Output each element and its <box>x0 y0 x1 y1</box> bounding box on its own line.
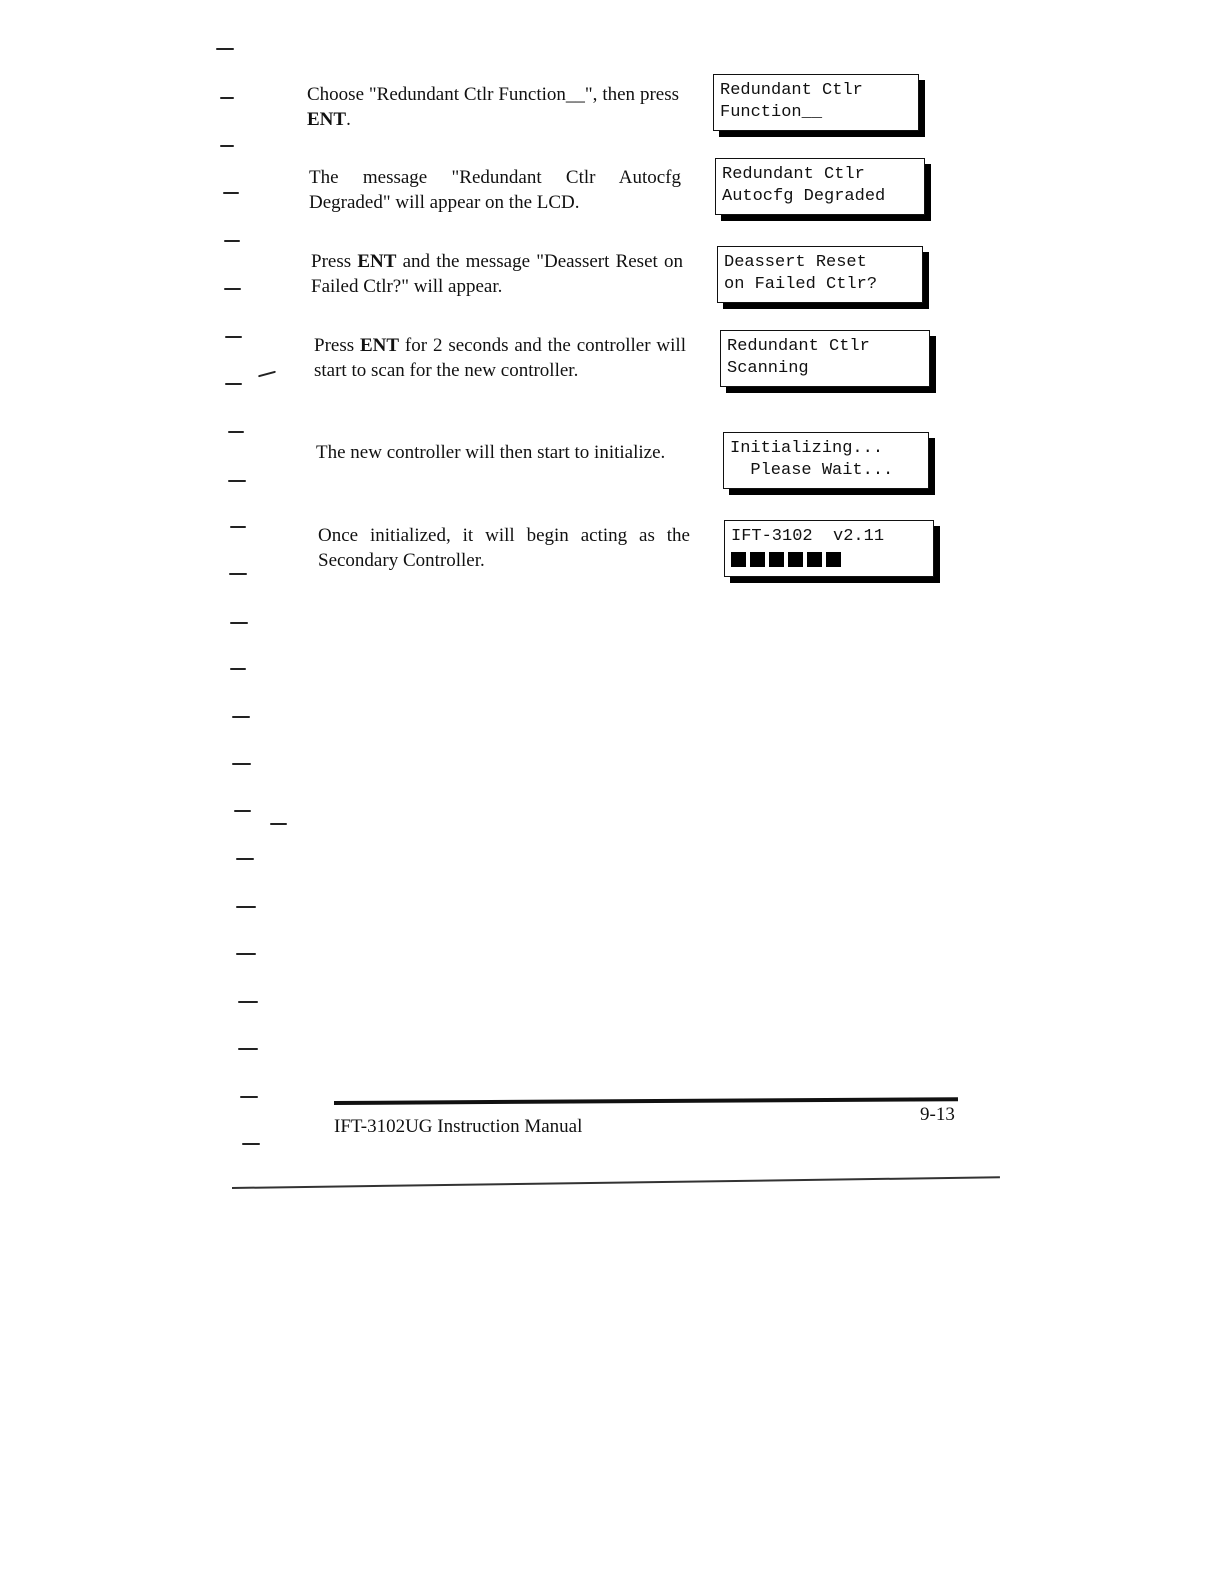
page-bottom-edge <box>232 1176 1000 1188</box>
lcd-line-1: Deassert Reset <box>724 253 867 272</box>
binder-mark <box>224 288 241 290</box>
binder-mark <box>220 97 234 99</box>
footer-page-number: 9-13 <box>920 1104 955 1125</box>
lcd-display-2 <box>715 158 925 215</box>
step-4-text: Press <box>314 335 360 356</box>
ent-key-label: ENT <box>359 335 400 356</box>
lcd-display-1 <box>713 74 919 131</box>
lcd-line-2: Please Wait... <box>730 461 894 480</box>
binder-mark <box>224 240 240 242</box>
binder-mark <box>230 668 246 670</box>
step-5-text: The new controller will then start to initialize. <box>316 442 666 463</box>
binder-mark <box>216 48 234 50</box>
binder-mark <box>223 192 239 194</box>
ent-key-label: ENT <box>307 109 347 130</box>
lcd-line-1: Initializing... <box>730 439 884 458</box>
lcd-line-2: on Failed Ctlr? <box>724 275 878 294</box>
footer-manual-title: IFT-3102UG Instruction Manual <box>334 1116 583 1137</box>
step-6-instruction <box>318 523 690 573</box>
binder-mark <box>230 622 248 624</box>
step-3-text: Press <box>311 251 358 272</box>
lcd-line-1: Redundant Ctlr <box>720 81 863 100</box>
lcd-display-4 <box>720 330 930 387</box>
binder-mark <box>225 383 242 385</box>
step-2-text: The message "Redundant Ctlr Autocfg Degraded" will appear on the LCD. <box>309 167 681 213</box>
lcd-progress-block <box>807 552 822 567</box>
step-1-text: Choose "Redundant Ctlr Function__", then press <box>307 84 679 105</box>
step-3-instruction <box>311 249 683 299</box>
binder-mark <box>236 953 256 955</box>
step-3-text-end: and the message "Deassert Reset on Failed Ctlr?" will appear. <box>311 251 683 297</box>
step-1-instruction <box>307 82 679 132</box>
binder-mark <box>236 858 254 860</box>
lcd-line-2: Autocfg Degraded <box>722 187 886 206</box>
lcd-progress-block <box>731 552 746 567</box>
binder-mark <box>238 1001 258 1003</box>
lcd-display-5 <box>723 432 929 489</box>
binder-mark <box>240 1096 258 1098</box>
step-5-instruction <box>316 440 688 465</box>
lcd-line-2: Scanning <box>727 359 809 378</box>
binder-mark <box>238 1048 258 1050</box>
step-2-instruction <box>309 165 681 215</box>
lcd-progress-block <box>826 552 841 567</box>
binder-mark <box>258 371 276 378</box>
binder-mark <box>229 573 247 575</box>
step-6-text: Once initialized, it will begin acting as the Secondary Controller. <box>318 525 690 571</box>
binder-mark <box>228 480 246 482</box>
binder-mark <box>232 716 250 718</box>
binder-mark <box>230 526 246 528</box>
step-1-text-end: . <box>346 109 351 130</box>
binder-mark <box>234 810 251 812</box>
lcd-line-1: Redundant Ctlr <box>727 337 870 356</box>
lcd-line-1: Redundant Ctlr <box>722 165 865 184</box>
binder-mark <box>242 1143 260 1145</box>
binder-mark <box>236 906 256 908</box>
binder-mark <box>270 823 287 825</box>
step-4-instruction <box>314 333 686 383</box>
binder-mark <box>232 763 251 765</box>
lcd-progress-block <box>788 552 803 567</box>
binder-mark <box>225 336 242 338</box>
footer-rule <box>334 1097 958 1105</box>
lcd-progress-blocks <box>731 552 933 567</box>
lcd-display-3 <box>717 246 923 303</box>
step-4-text-end: for 2 seconds and the controller will start to scan for the new controller. <box>314 335 686 381</box>
lcd-line-1: IFT-3102 v2.11 <box>731 527 885 546</box>
binder-mark <box>220 145 234 147</box>
lcd-progress-block <box>769 552 784 567</box>
lcd-progress-block <box>750 552 765 567</box>
ent-key-label: ENT <box>357 251 397 272</box>
lcd-display-6 <box>724 520 934 577</box>
lcd-line-2: Function__ <box>720 103 823 122</box>
binder-mark <box>228 431 244 433</box>
